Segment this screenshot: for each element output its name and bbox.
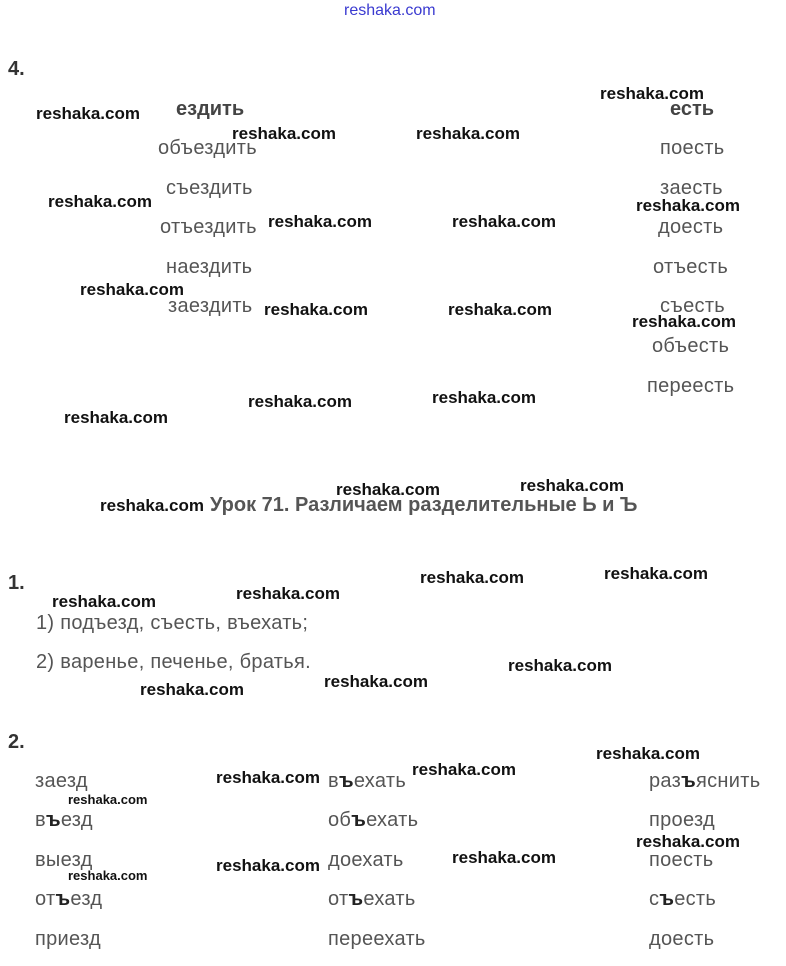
task-4-col1-word: объездить: [158, 137, 257, 159]
watermark: reshaka.com: [48, 192, 152, 211]
watermark: reshaka.com: [324, 672, 428, 691]
task-1-line: 1) подъезд, съесть, въехать;: [36, 612, 309, 634]
task-4-col2-word: отъесть: [653, 256, 729, 278]
watermark: reshaka.com: [636, 196, 740, 215]
watermark: reshaka.com: [432, 388, 536, 407]
task-2-col3-word: съесть: [649, 888, 717, 910]
task-2-col1-word: приезд: [35, 928, 102, 950]
task-2-col3-word: поесть: [649, 849, 714, 871]
watermark: reshaka.com: [52, 592, 156, 611]
watermark: reshaka.com: [64, 408, 168, 427]
task-2-col3-word: проезд: [649, 809, 715, 831]
task-4-col2-word: заесть: [660, 177, 723, 199]
task-4-col1-word: съездить: [166, 177, 253, 199]
task-2-col1-word: отъезд: [35, 888, 103, 910]
task-4-col2-word: съесть: [660, 295, 726, 317]
task-4-col1-word: наездить: [166, 256, 253, 278]
watermark: reshaka.com: [68, 792, 148, 807]
task-2-col3-word: разъяснить: [649, 770, 761, 792]
task-4-col2-word: переесть: [647, 375, 735, 397]
watermark: reshaka.com: [248, 392, 352, 411]
watermark: reshaka.com: [520, 476, 624, 495]
lesson-title: Урок 71. Различаем разделительные Ь и Ъ: [210, 494, 638, 516]
watermark: reshaka.com: [452, 212, 556, 231]
watermark: reshaka.com: [604, 564, 708, 583]
task-2-col1-word: въезд: [35, 809, 93, 831]
task-4-number: 4.: [8, 58, 25, 80]
task-4-col1-head: ездить: [176, 98, 245, 120]
task-4-col1-word: отъездить: [160, 216, 257, 238]
task-1-number: 1.: [8, 572, 25, 594]
task-2-col2-word: отъехать: [328, 888, 416, 910]
top-watermark: reshaka.com: [344, 2, 436, 19]
task-4-col2-word: поесть: [660, 137, 725, 159]
watermark: reshaka.com: [264, 300, 368, 319]
watermark: reshaka.com: [448, 300, 552, 319]
watermark: reshaka.com: [596, 744, 700, 763]
task-2-col2-word: переехать: [328, 928, 426, 950]
watermark: reshaka.com: [216, 768, 320, 787]
watermark: reshaka.com: [36, 104, 140, 123]
watermark: reshaka.com: [420, 568, 524, 587]
task-2-number: 2.: [8, 731, 25, 753]
watermark: reshaka.com: [232, 124, 336, 143]
watermark: reshaka.com: [632, 312, 736, 331]
task-2-col2-word: въехать: [328, 770, 407, 792]
watermark: reshaka.com: [336, 480, 440, 499]
watermark: reshaka.com: [268, 212, 372, 231]
watermark: reshaka.com: [508, 656, 612, 675]
watermark: reshaka.com: [412, 760, 516, 779]
task-2-col1-word: заезд: [35, 770, 88, 792]
watermark: reshaka.com: [236, 584, 340, 603]
watermark: reshaka.com: [216, 856, 320, 875]
watermark: reshaka.com: [80, 280, 184, 299]
watermark: reshaka.com: [636, 832, 740, 851]
watermark: reshaka.com: [140, 680, 244, 699]
task-2-col3-word: доесть: [649, 928, 715, 950]
watermark: reshaka.com: [600, 84, 704, 103]
task-4-col1-word: заездить: [168, 295, 253, 317]
task-2-col2-word: доехать: [328, 849, 404, 871]
task-4-col2-head: есть: [670, 98, 715, 120]
task-1-line: 2) варенье, печенье, братья.: [36, 651, 311, 673]
watermark: reshaka.com: [68, 868, 148, 883]
watermark: reshaka.com: [416, 124, 520, 143]
task-2-col2-word: объехать: [328, 809, 419, 831]
task-4-col2-word: объесть: [652, 335, 730, 357]
watermark: reshaka.com: [100, 496, 204, 515]
watermark: reshaka.com: [452, 848, 556, 867]
task-2-col1-word: выезд: [35, 849, 93, 871]
task-4-col2-word: доесть: [658, 216, 724, 238]
